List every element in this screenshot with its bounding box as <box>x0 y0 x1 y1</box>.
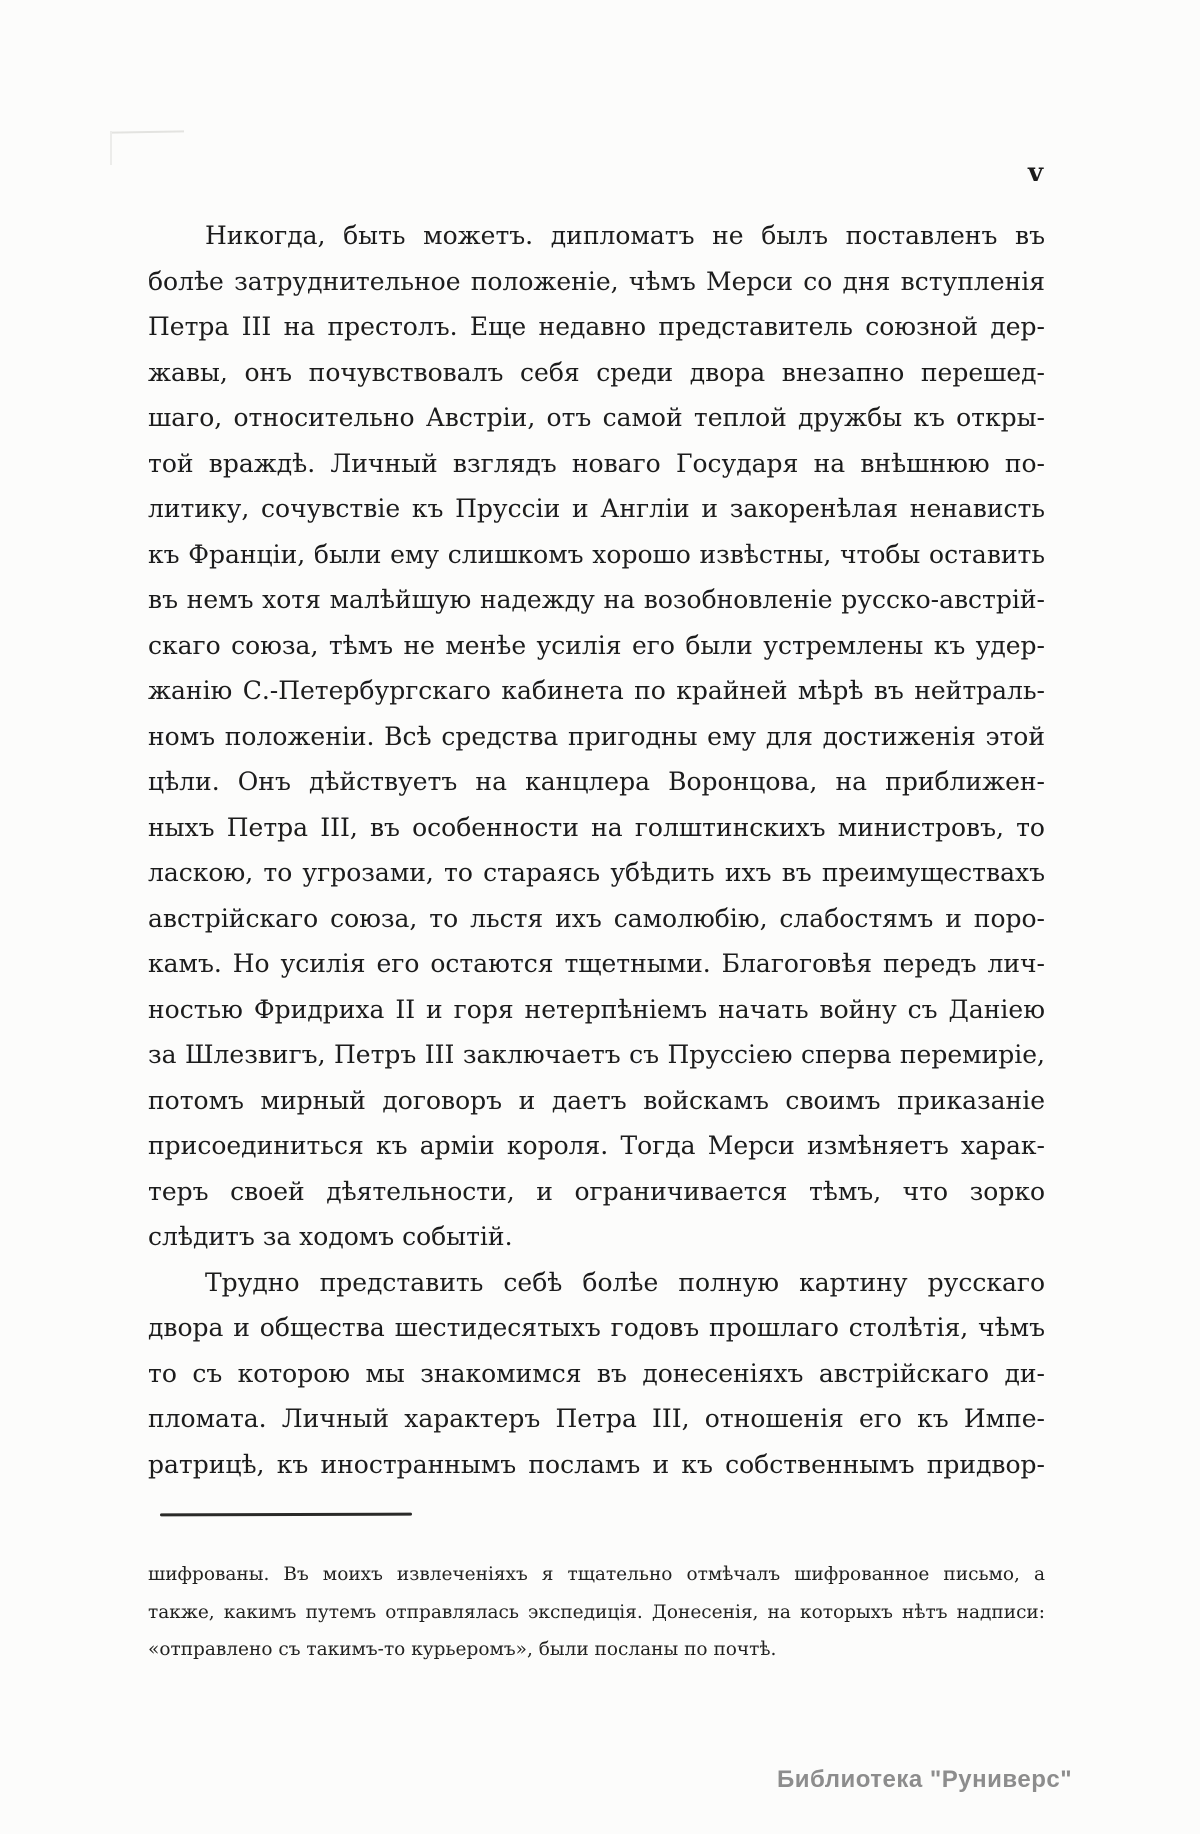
text-line: жавы, онъ почувствовалъ себя среди двора внезапно перешед- <box>148 357 1045 387</box>
text-line: Никогда, быть можетъ. дипломатъ не былъ поставленъ въ <box>205 221 1045 250</box>
text-line: теръ своей дѣятельности, и ограничивается тѣмъ, что зорко <box>148 1176 1045 1206</box>
footnote <box>148 1556 1045 1669</box>
text-line: Петра III на престолъ. Еще недавно представитель союзной дер- <box>148 312 1045 341</box>
scan-artifact <box>110 131 112 165</box>
library-watermark: Библиотека "Руниверс" <box>777 1766 1073 1793</box>
text-line: болѣе затруднительное положеніе, чѣмъ Мерси со дня вступленія <box>148 266 1045 296</box>
footnote-line: «отправлено съ такимъ-то курьеромъ», были посланы по почтѣ. <box>148 1639 777 1660</box>
text-line: ратрицѣ, къ иностраннымъ посламъ и къ собственнымъ придвор- <box>148 1449 1045 1479</box>
text-line: присоединиться къ арміи короля. Тогда Мерси измѣняетъ харак- <box>148 1131 1045 1160</box>
text-line: потомъ мирный договоръ и даетъ войскамъ своимъ приказаніе <box>148 1085 1045 1115</box>
text-line: номъ положеніи. Всѣ средства пригодны ему для достиженія этой <box>148 721 1045 751</box>
text-line: австрійскаго союза, то льстя ихъ самолюбію, слабостямъ и поро- <box>148 903 1045 933</box>
text-line: къ Франціи, были ему слишкомъ хорошо извѣстны, чтобы оставить <box>148 539 1045 569</box>
footnote-line: шифрованы. Въ моихъ извлеченіяхъ я тщательно отмѣчалъ шифрованное письмо, а <box>148 1564 1045 1585</box>
text-line: слѣдитъ за ходомъ событій. <box>148 1222 513 1251</box>
text-line: то съ которою мы знакомимся въ донесеніяхъ австрійскаго ди- <box>148 1358 1045 1388</box>
footnote-line: также, какимъ путемъ отправлялась экспедиція. Донесенія, на которыхъ нѣтъ надписи: <box>148 1601 1045 1623</box>
footnote-rule <box>160 1513 412 1517</box>
text-line: ласкою, то угрозами, то стараясь убѣдить ихъ въ преимуществахъ <box>148 858 1045 887</box>
text-line: двора и общества шестидесятыхъ годовъ прошлаго столѣтія, чѣмъ <box>148 1313 1045 1342</box>
text-line: за Шлезвигъ, Петръ III заключаетъ съ Пруссіею сперва перемиріе, <box>148 1040 1045 1069</box>
scan-artifact <box>112 130 184 133</box>
main-text <box>148 213 1045 1487</box>
page-number: v <box>1028 158 1045 188</box>
text-line: пломата. Личный характеръ Петра III, отношенія его къ Импе- <box>148 1404 1045 1433</box>
text-line: скаго союза, тѣмъ не менѣе усилія его были устремлены къ удер- <box>148 630 1045 660</box>
text-line: шаго, относительно Австріи, отъ самой теплой дружбы къ откры- <box>148 403 1045 432</box>
text-line: ныхъ Петра III, въ особенности на голштинскихъ министровъ, то <box>148 812 1045 842</box>
text-line: цѣли. Онъ дѣйствуетъ на канцлера Воронцова, на приближен- <box>148 767 1045 796</box>
text-line: въ немъ хотя малѣйшую надежду на возобновленіе русско-австрій- <box>148 585 1045 614</box>
text-line: ностью Фридриха II и горя нетерпѣніемъ начать войну съ Даніею <box>148 994 1045 1024</box>
text-line: жанію С.-Петербургскаго кабинета по крайней мѣрѣ въ нейтраль- <box>148 676 1045 705</box>
text-line: той враждѣ. Личный взглядъ новаго Государя на внѣшнюю по- <box>148 448 1045 478</box>
text-line: литику, сочувствіе къ Пруссіи и Англіи и закоренѣлая ненависть <box>148 494 1045 523</box>
text-line: камъ. Но усилія его остаются тщетными. Благоговѣя передъ лич- <box>148 949 1045 978</box>
text-line: Трудно представить себѣ болѣе полную картину русскаго <box>205 1267 1045 1297</box>
